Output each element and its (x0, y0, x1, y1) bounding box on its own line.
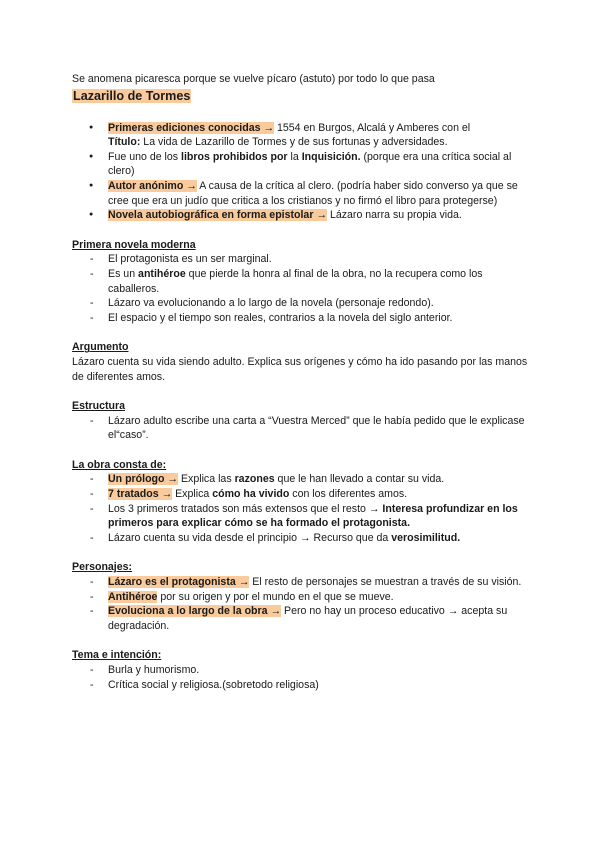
section-heading: Estructura (72, 400, 125, 413)
bold-text: cómo ha vivido (212, 488, 290, 501)
dash-list (72, 575, 532, 633)
section-heading: La obra consta de: (72, 458, 167, 471)
highlight: Novela autobiográfica en forma epistolar → (108, 209, 327, 222)
list-item: - Burla y humorismo. (108, 663, 532, 678)
list-item: - Lázaro adulto escribe una carta a “Vuestra Merced” que le había pedido que le explicase el“caso”. (108, 414, 532, 443)
text: Lázaro narra su propia vida. (327, 209, 462, 222)
text: El resto de personajes se muestran a través de su visión. (249, 576, 522, 589)
document-content (72, 72, 532, 692)
bold-text: libros prohibidos por (181, 150, 288, 163)
section-tema (72, 648, 532, 692)
list-item: - El espacio y el tiempo son reales, contrarios a la novela del siglo anterior. (108, 311, 532, 326)
highlight: Evoluciona a lo largo de la obra → (108, 605, 282, 618)
bold-text: Interesa profundizar en los primeros para explicar cómo se ha formado el protagonista. (108, 502, 518, 530)
text: La vida de Lazarillo de Tormes y de sus fortunas y adversidades. (140, 136, 448, 149)
text: Los 3 primeros tratados son más extensos que el resto → (108, 502, 383, 515)
highlight: Primeras ediciones conocidas → (108, 121, 275, 134)
bullet-item (108, 121, 532, 150)
highlight: Antihéroe (108, 590, 158, 603)
text: la (287, 150, 302, 163)
text: con los diferentes amos. (289, 488, 408, 501)
section-argumento (72, 340, 532, 384)
section-heading: Personajes: (72, 561, 133, 574)
text: que le han llevado a contar su vida. (274, 473, 445, 486)
text: A causa de la crítica al clero. (podría haber sido converso ya que se cree que era un judío que critica a los cristianos y no firmó el libro para protegerse) (108, 179, 518, 207)
text: Fue uno de los (108, 150, 182, 163)
bold-text: verosimilitud. (391, 531, 461, 544)
highlight: Un prólogo → (108, 473, 179, 486)
section-heading: Primera novela moderna (72, 238, 196, 251)
bold-text: Inquisición. (301, 150, 361, 163)
section-personajes (72, 560, 532, 633)
dash-list (72, 663, 532, 692)
list-item: - Crítica social y religiosa.(sobretodo religiosa) (108, 678, 532, 693)
list-item: - Lázaro va evolucionando a lo largo de la novela (personaje redondo). (108, 296, 532, 311)
bullet-item (108, 179, 532, 208)
list-item (108, 531, 532, 546)
page-title: Lazarillo de Tormes (73, 88, 191, 103)
text: por su origen y por el mundo en el que se mueve. (157, 590, 394, 603)
list-item (108, 604, 532, 633)
list-item (108, 487, 532, 502)
text: 1554 en Burgos, Alcalá y Amberes con el (274, 121, 471, 134)
title-wrap (72, 88, 532, 105)
highlight: Autor anónimo → (108, 179, 197, 192)
bold-text: Título: (108, 136, 141, 149)
list-item: - El protagonista es un ser marginal. (108, 252, 532, 267)
text: que pierde la honra al final de la obra, no la recupera como los caballeros. (108, 267, 483, 295)
list-item (108, 575, 532, 590)
bold-text: antihéroe (138, 267, 186, 280)
dash-list (72, 414, 532, 443)
bullet-list (72, 121, 532, 223)
intro-text: Se anomena picaresca porque se vuelve pícaro (astuto) por todo lo que pasa (72, 73, 435, 85)
list-item (108, 502, 532, 531)
text: Pero no hay un proceso educativo → acepta su degradación. (108, 605, 508, 632)
text: Explica (172, 488, 213, 501)
list-item (108, 267, 532, 296)
section-obra (72, 458, 532, 546)
paragraph: Lázaro cuenta su vida siendo adulto. Explica sus orígenes y cómo ha ido pasando por las manos de diferentes amos. (72, 355, 528, 383)
dash-list (72, 252, 532, 325)
text: Es un (108, 267, 139, 280)
highlight: 7 tratados → (108, 488, 173, 501)
highlight: Lázaro es el protagonista → (108, 576, 250, 589)
bullet-item (108, 150, 532, 179)
section-estructura (72, 399, 532, 443)
text: Explica las (178, 473, 235, 486)
section-primera-novela (72, 238, 532, 326)
bullet-item (108, 208, 532, 223)
list-item (108, 472, 532, 487)
list-item (108, 590, 532, 605)
text: Lázaro cuenta su vida desde el principio → Recurso que da (108, 531, 392, 544)
section-heading: Tema e intención: (72, 649, 162, 662)
text: (porque era una crítica social al clero) (108, 150, 512, 178)
dash-list (72, 472, 532, 545)
bold-text: razones (234, 473, 275, 486)
section-heading: Argumento (72, 341, 129, 354)
